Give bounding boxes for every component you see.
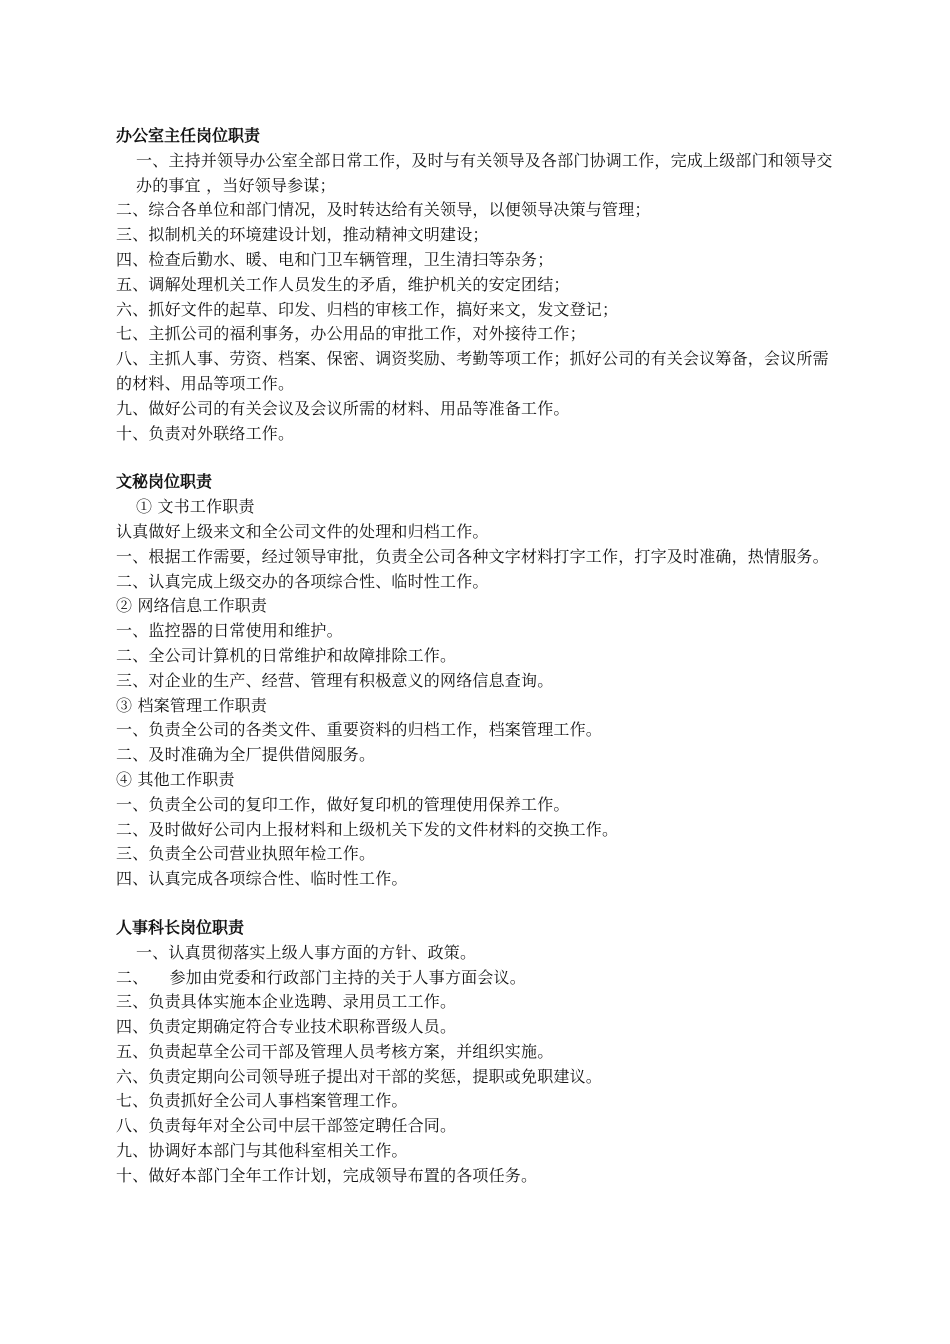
duty-line: 四、认真完成各项综合性、临时性工作。 xyxy=(116,869,408,889)
duty-line: 一、负责全公司的复印工作，做好复印机的管理使用保养工作。 xyxy=(116,794,570,814)
duty-line: 三、对企业的生产、经营、管理有积极意义的网络信息查询。 xyxy=(116,670,554,690)
duty-line: 五、调解处理机关工作人员发生的矛盾，维护机关的安定团结； xyxy=(116,274,570,294)
duty-line: 四、负责定期确定符合专业技术职称晋级人员。 xyxy=(116,1017,457,1037)
document-page xyxy=(116,124,844,1189)
duty-line: 二、 参加由党委和行政部门主持的关于人事方面会议。 xyxy=(116,967,526,987)
duty-line: 一、根据工作需要，经过领导审批，负责全公司各种文字材料打字工作，打字及时准确，热情服务。 xyxy=(116,546,829,566)
duty-line: 二、及时做好公司内上报材料和上级机关下发的文件材料的交换工作。 xyxy=(116,819,619,839)
duty-line: 一、负责全公司的各类文件、重要资料的归档工作，档案管理工作。 xyxy=(116,720,603,740)
subsection-title: ③ 档案管理工作职责 xyxy=(116,695,268,715)
duty-line: 一、主持并领导办公室全部日常工作，及时与有关领导及各部门协调工作，完成上级部门和领导交办的事宜 ，当好领导参谋； xyxy=(136,150,833,195)
duty-line: 十、做好本部门全年工作计划，完成领导布置的各项任务。 xyxy=(116,1165,538,1185)
duty-line: 十、负责对外联络工作。 xyxy=(116,423,295,443)
duty-line: 八、主抓人事、劳资、档案、保密、调资奖励、考勤等项工作；抓好公司的有关会议筹备，会议所需的材料、用品等项工作。 xyxy=(116,349,829,393)
duty-line: 七、负责抓好全公司人事档案管理工作。 xyxy=(116,1091,408,1111)
subsection-title: ② 网络信息工作职责 xyxy=(116,596,268,616)
duty-line: 八、负责每年对全公司中层干部签定聘任合同。 xyxy=(116,1116,457,1136)
duty-line: 三、负责具体实施本企业选聘、录用员工工作。 xyxy=(116,992,457,1012)
duty-line: 一、监控器的日常使用和维护。 xyxy=(116,621,343,641)
subsection-title: ① 文书工作职责 xyxy=(136,497,255,517)
duty-line: 二、及时准确为全厂提供借阅服务。 xyxy=(116,745,376,765)
duty-line: 九、做好公司的有关会议及会议所需的材料、用品等准备工作。 xyxy=(116,398,570,418)
section-title: 办公室主任岗位职责 xyxy=(116,126,261,145)
duty-line: 认真做好上级来文和全公司文件的处理和归档工作。 xyxy=(116,521,489,541)
duty-line: 三、拟制机关的环境建设计划，推动精神文明建设； xyxy=(116,225,489,245)
duty-line: 一、认真贯彻落实上级人事方面的方针、政策。 xyxy=(136,942,477,962)
subsection-title: ④ 其他工作职责 xyxy=(116,769,235,789)
section-office-director xyxy=(116,124,844,446)
duty-line: 五、负责起草全公司干部及管理人员考核方案，并组织实施。 xyxy=(116,1041,554,1061)
duty-line: 二、全公司计算机的日常维护和故障排除工作。 xyxy=(116,645,457,665)
duty-line: 四、检查后勤水、暖、电和门卫车辆管理，卫生清扫等杂务； xyxy=(116,249,554,269)
duty-line: 六、抓好文件的起草、印发、归档的审核工作，搞好来文，发文登记； xyxy=(116,299,619,319)
duty-line: 三、负责全公司营业执照年检工作。 xyxy=(116,844,376,864)
duty-line: 六、负责定期向公司领导班子提出对干部的奖惩，提职或免职建议。 xyxy=(116,1066,603,1086)
duty-line: 二、综合各单位和部门情况，及时转达给有关领导，以便领导决策与管理； xyxy=(116,200,651,220)
duty-line: 二、认真完成上级交办的各项综合性、临时性工作。 xyxy=(116,571,489,591)
duty-line: 七、主抓公司的福利事务，办公用品的审批工作，对外接待工作； xyxy=(116,324,586,344)
section-hr-chief xyxy=(116,916,844,1189)
section-title: 文秘岗位职责 xyxy=(116,472,213,492)
section-secretary xyxy=(116,470,844,892)
section-title: 人事科长岗位职责 xyxy=(116,917,245,937)
duty-line: 九、协调好本部门与其他科室相关工作。 xyxy=(116,1141,408,1161)
